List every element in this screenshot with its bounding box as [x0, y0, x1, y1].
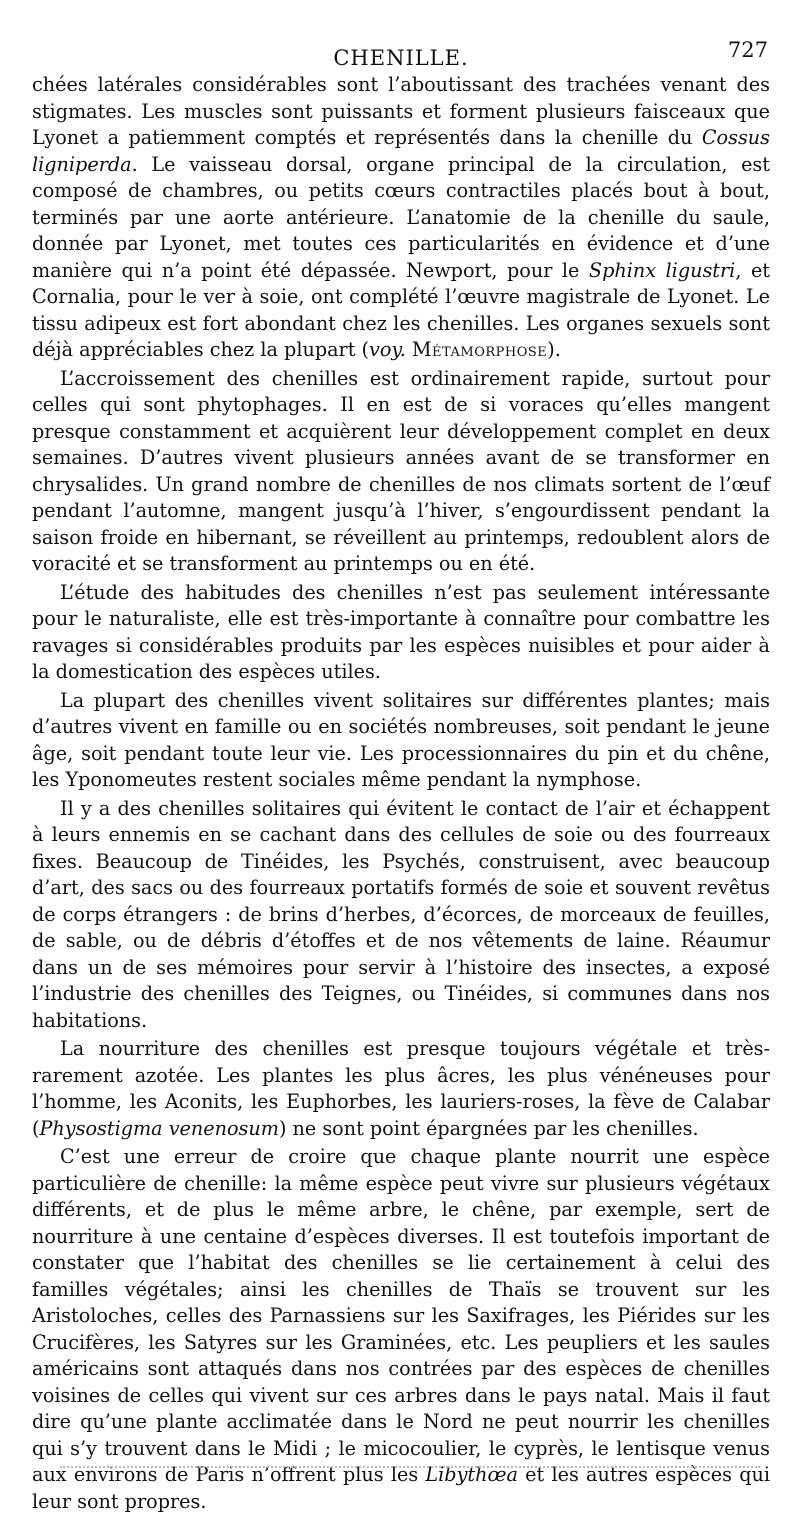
- text-run: ) ne sont point épargnées par les chenilles.: [278, 1116, 699, 1140]
- page-header: [32, 34, 770, 72]
- text-run: La nourriture des chenilles est presque toujours végétale et très-rarement azotée. Les plantes les plus âcres, les plus vénéneuses pour l’homme, les Aconits, les Euphorbes, les lauriers-roses, la fève de Calabar (: [32, 1037, 770, 1140]
- italic-term: Physostigma venenosum: [39, 1116, 279, 1140]
- paragraph: [32, 72, 770, 364]
- text-run: L’étude des habitudes des chenilles n’est pas seulement intéressante pour le naturaliste, elle est très-importante à connaître pour combattre les ravages si considérables produits par les espèces nuisibles et pour aider à la domestication des espèces utiles.: [32, 580, 770, 683]
- page: [32, 34, 770, 1515]
- paragraph: [32, 1144, 770, 1515]
- text-run: C’est une erreur de croire que chaque plante nourrit une espèce particulière de chenille: la même espèce peut vivre sur plusieurs végétaux différents, et de plus le même arbre, le chêne, par exemple, sert de nourriture à une centaine d’espèces diverses. Il est toutefois important de constater que l’habitat des chenilles se lie certainement à celui des familles végétales; ainsi les chenilles de Thaïs se trouvent sur les Aristoloches, celles des Parnassiens sur les Saxifrages, les Piérides sur les Crucifères, les Satyres sur les Graminées, etc. Les peupliers et les saules américains sont attaqués dans nos contrées par des espèces de chenilles voisines de celles qui vivent sur ces arbres dans le pays natal. Mais il faut dire qu’une plante acclimatée dans le Nord ne peut nourrir les chenilles qui s’y trouvent dans le Midi ; le micocoulier, le cyprès, le lentisque venus aux environs de Paris n’offrent plus les: [32, 1145, 770, 1486]
- italic-term: voy.: [369, 338, 406, 361]
- text-run: L’accroissement des chenilles est ordinairement rapide, surtout pour celles qui sont phytophages. Il en est de si voraces qu’elles mangent presque constamment et acquièrent leur développement complet en deux semaines. D’autres vivent plusieurs années avant de se transformer en chrysalides. Un grand nombre de chenilles de nos climats sortent de l’œuf pendant l’automne, mangent jusqu’à l’hiver, s’engourdissent pendant la saison froide en hibernant, se réveillent au printemps, redoublent alors de voracité et se transforment au printemps ou en été.: [32, 366, 770, 575]
- paragraph: [32, 688, 770, 794]
- paragraph: [32, 366, 770, 578]
- running-title: CHENILLE.: [333, 46, 469, 70]
- text-run: Il y a des chenilles solitaires qui évitent le contact de l’air et échappent à leurs ennemis en se cachant dans des cellules de soie ou des fourreaux fixes. Beaucoup de Tinéides, les Psychés, construisent, avec beaucoup d’art, des sacs ou des fourreaux portatifs formés de soie et souvent revêtus de corps étrangers : de brins d’herbes, d’écorces, de morceaux de feuilles, de sable, ou de débris d’étoffes et de nos vêtements de laine. Réaumur dans un de ses mémoires pour servir à l’histoire des insectes, a exposé l’industrie des chenilles des Teignes, ou Tinéides, si communes dans nos habitations.: [32, 796, 770, 1032]
- footer-rule: [60, 1466, 760, 1468]
- italic-term: Sphinx ligustri: [588, 258, 736, 282]
- paragraph: [32, 1036, 770, 1142]
- text-run: . Le vaisseau dorsal, organe principal de la circulation, est composé de chambres, ou petits cœurs contractiles placés bout à bout, terminés par une aorte antérieure. L’anatomie de la chenille du saule, donnée par Lyonet, met toutes ces particularités en évidence et d’une manière qui n’a point été dépassée. Newport, pour le: [32, 152, 770, 282]
- cross-reference: Métamorphose: [411, 338, 548, 361]
- text-run: La plupart des chenilles vivent solitaires sur différentes plantes; mais d’autres vivent en famille ou en sociétés nombreuses, soit pendant le jeune âge, soit pendant toute leur vie. Les processionnaires du pin et du chêne, les Yponomeutes restent sociales même pendant la nymphose.: [32, 688, 770, 791]
- paragraph: [32, 796, 770, 1035]
- text-run: ).: [547, 338, 561, 361]
- text-run: et les autres espèces qui leur sont propres.: [32, 1463, 770, 1513]
- body-text: [32, 72, 770, 1515]
- paragraph: [32, 580, 770, 686]
- text-run: , et Cornalia, pour le ver à soie, ont complété l’œuvre magistrale de Lyonet. Le tissu adipeux est fort abondant chez les chenilles. Les organes sexuels sont déjà appréciables chez la plupart (: [32, 258, 771, 361]
- italic-term: Cossus ligniperda: [32, 126, 770, 176]
- text-run: chées latérales considérables sont l’aboutissant des trachées venant des stigmates. Les muscles sont puissants et forment plusieurs faisceaux que Lyonet a patiemment comptés et représentés dans la chenille du: [32, 73, 770, 149]
- page-number: 727: [727, 38, 768, 62]
- italic-term: Libythœa: [425, 1463, 518, 1486]
